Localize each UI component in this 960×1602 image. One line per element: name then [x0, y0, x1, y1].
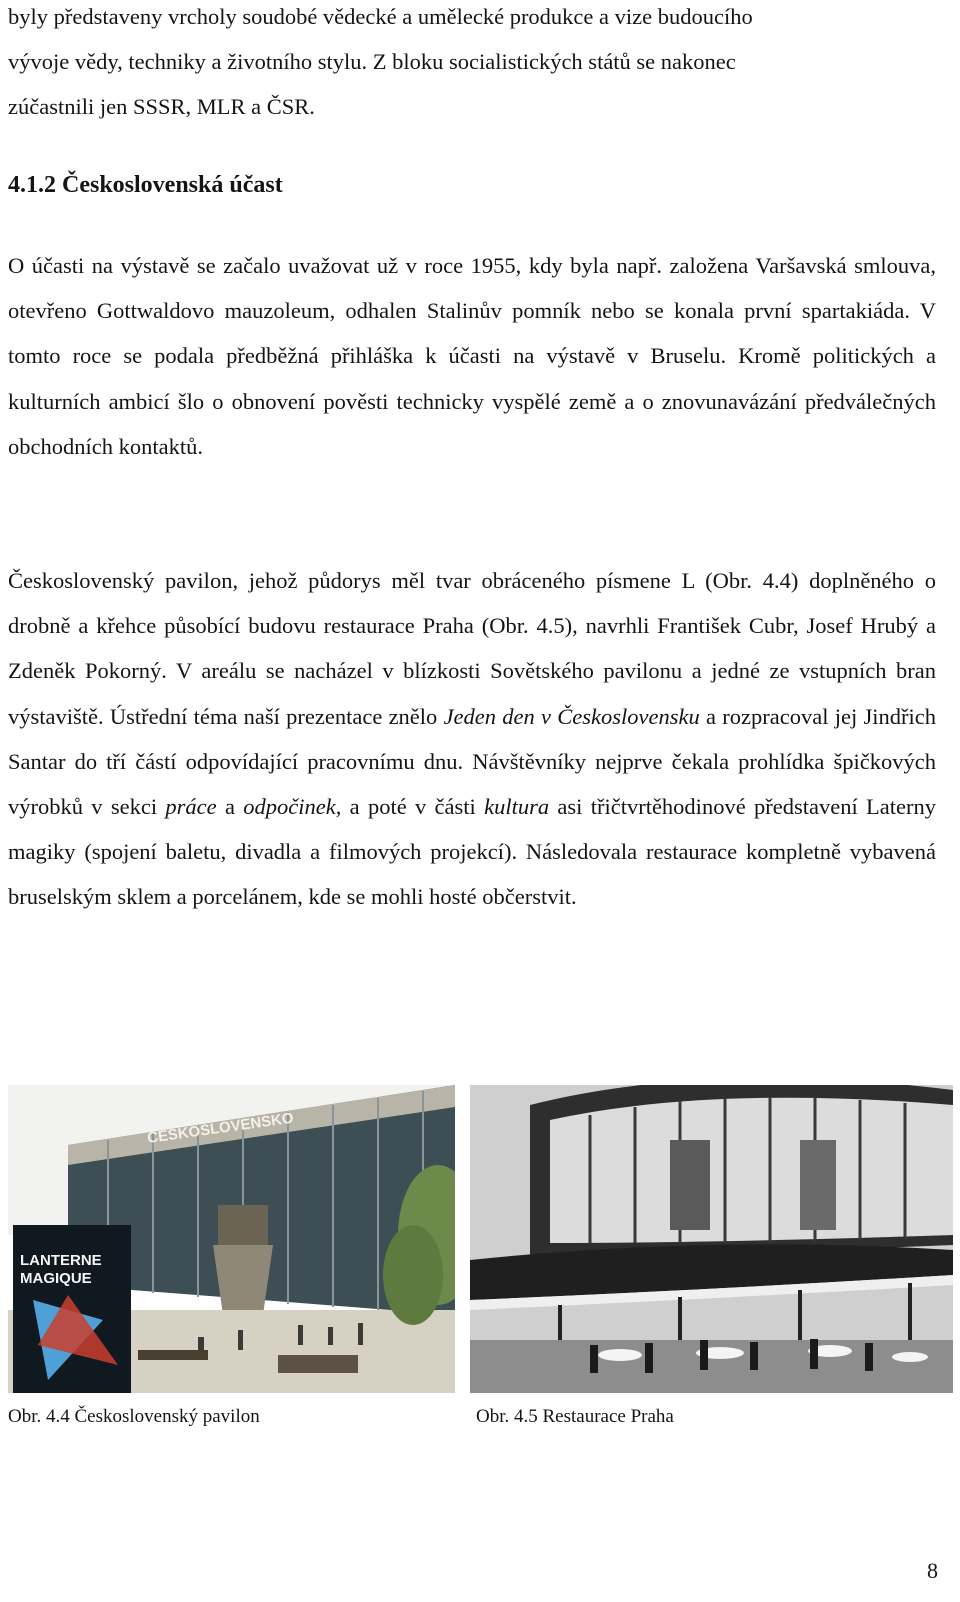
intro-line: vývoje vědy, techniky a životního stylu. Z bloku socialistických států se nakonec	[8, 49, 736, 75]
paragraph-2-text: asi třičtvrtěhodinové představení Laterny magiky (spojení baletu, divadla a filmových projekcí). Následovala restaurace kompletně vybavená bruselským sklem a porcelánem, kde se mohli hosté občerstvit.	[8, 794, 936, 910]
paragraph-2-text: a rozpracoval jej Jindřich Santar do tří částí odpovídající pracovnímu dnu. Návštěvníky nejprve čekala prohlídka špičkových výrobků v sekci	[8, 703, 936, 820]
figure-caption: Obr. 4.4 Československý pavilon	[8, 1406, 260, 1427]
intro-paragraph	[8, 0, 936, 130]
culture-italic: kultura	[484, 794, 550, 820]
pavilion-photo	[8, 1085, 455, 1393]
rest-italic: odpočinek	[243, 794, 336, 820]
restaurant-illustration	[470, 1085, 953, 1393]
paragraph-2	[8, 558, 936, 920]
paragraph-2-text: a	[216, 794, 244, 820]
section-heading: 4.1.2 Československá účast	[8, 172, 283, 198]
poster-line-2: MAGIQUE	[20, 1270, 92, 1287]
pavilion-illustration	[8, 1085, 455, 1393]
work-italic: práce	[165, 794, 217, 820]
intro-line: byly představeny vrcholy soudobé vědecké a umělecké produkce a vize budoucího	[8, 4, 753, 29]
page-number: 8	[927, 1558, 938, 1583]
figure-caption: Obr. 4.5 Restaurace Praha	[476, 1406, 674, 1427]
restaurant-photo	[470, 1085, 953, 1393]
poster-line-1: LANTERNE	[20, 1252, 102, 1269]
pavilion-sign: ČESKOSLOVENSKO	[146, 1109, 295, 1147]
intro-line: zúčastnili jen SSSR, MLR a ČSR.	[8, 94, 315, 120]
theme-italic: Jeden den v Československu	[443, 703, 700, 729]
paragraph-1: O účasti na výstavě se začalo uvažovat už v roce 1955, kdy byla např. založena Varšavská smlouva, otevřeno Gottwaldovo mauzoleum, odhalen Stalinův pomník nebo se konala první spartakiáda. V tomto roce se podala předběžná přihláška k účasti na výstavě v Bruselu. Kromě politických a kulturních ambicí šlo o obnovení pověsti technicky vyspělé země a o znovunavázání předválečných obchodních kontaktů.	[8, 253, 936, 459]
paragraph-2-text: Československý pavilon, jehož půdorys měl tvar obráceného písmene L (Obr. 4.4) doplněného o drobně a křehce působící budovu restaurace Praha (Obr. 4.5), navrhli František Cubr, Josef Hrubý a Zdeněk Pokorný. V areálu se nacházel v blízkosti Sovětského pavilonu a jedné ze vstupních bran výstaviště. Ústřední téma naší prezentace znělo	[8, 568, 936, 729]
paragraph-2-text: , a poté v části	[335, 794, 485, 820]
